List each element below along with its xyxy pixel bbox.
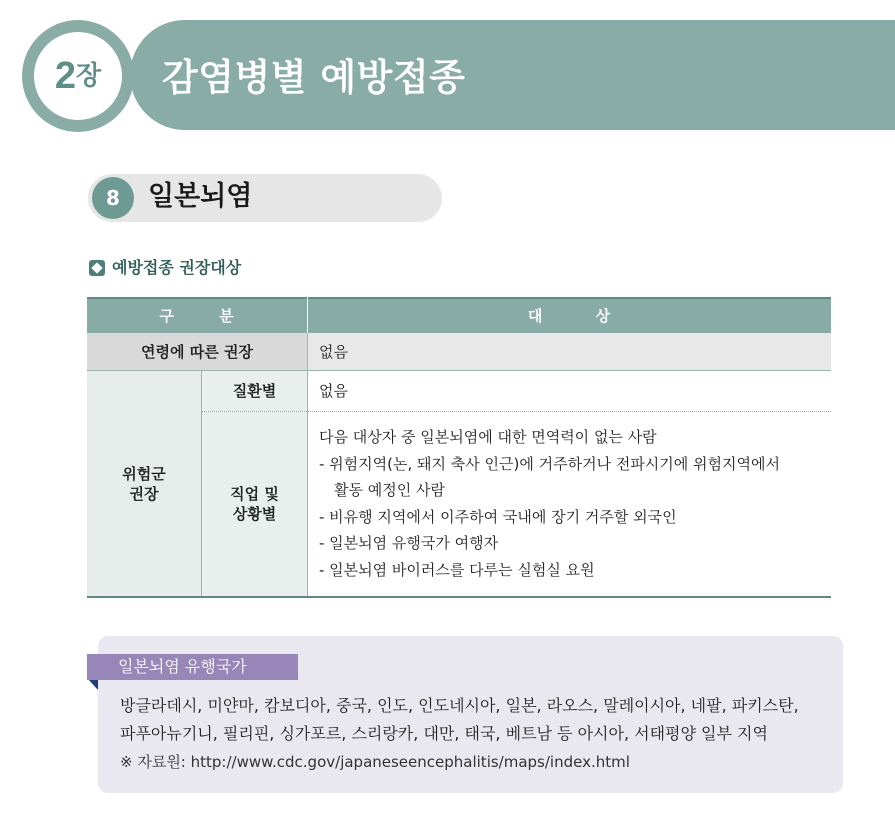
endemic-countries-text	[120, 692, 799, 776]
row-age-label: 연령에 따른 권장	[87, 333, 307, 370]
table-divider	[307, 333, 308, 596]
table-divider	[87, 370, 831, 371]
occupation-label-line2: 상황별	[232, 505, 277, 523]
occupation-line: 다음 대상자 중 일본뇌염에 대한 면역력이 없는 사람	[319, 428, 657, 446]
table-header-category-label: 구 분	[159, 307, 235, 325]
chapter-number-suffix: 장	[76, 61, 102, 91]
table-dotted-divider	[202, 411, 831, 412]
chapter-badge	[34, 32, 122, 120]
table-header-category	[87, 297, 307, 333]
occupation-line: - 비유행 지역에서 이주하여 국내에 장기 거주할 외국인	[319, 507, 677, 526]
recommendation-table	[87, 297, 831, 598]
endemic-countries-line: 파푸아뉴기니, 필리핀, 싱가포르, 스리랑카, 대만, 태국, 베트남 등 아시아, 서태평양 일부 지역	[120, 724, 768, 743]
diamond-bullet-icon	[89, 260, 105, 276]
occupation-line: - 일본뇌염 바이러스를 다루는 실험실 요원	[319, 560, 595, 579]
source-note: ※ 자료원: http://www.cdc.gov/japaneseencephalitis/maps/index.html	[120, 753, 630, 771]
row-disease-value: 없음	[308, 371, 831, 411]
row-risk-group-label	[87, 371, 201, 596]
section-title: 일본뇌염	[148, 181, 253, 212]
table-header-target-label: 대 상	[527, 307, 612, 325]
section-heading-pill	[88, 174, 442, 222]
occupation-line: 활동 예정인 사람	[334, 481, 445, 499]
endemic-countries-tag: 일본뇌염 유행국가	[87, 654, 298, 680]
chapter-number: 2	[54, 55, 76, 97]
chapter-title: 감염병별 예방접종	[162, 56, 466, 99]
risk-group-label-line1: 위험군	[122, 464, 166, 483]
occupation-line: - 위험지역(논, 돼지 축사 인근)에 거주하거나 전파시기에 위험지역에서	[319, 454, 780, 473]
subheading: 예방접종 권장대상	[112, 258, 242, 277]
table-divider	[201, 371, 202, 596]
occupation-label-line1: 직업 및	[230, 485, 279, 503]
table-header-target	[308, 297, 831, 333]
endemic-countries-line: 방글라데시, 미얀마, 캄보디아, 중국, 인도, 인도네시아, 일본, 라오스, 말레이시아, 네팔, 파키스탄,	[120, 696, 799, 715]
row-age-value: 없음	[308, 333, 831, 370]
risk-group-label-line2: 권장	[129, 484, 159, 503]
table-bottom-rule	[87, 596, 831, 598]
row-occupation-value	[308, 412, 831, 596]
occupation-line: - 일본뇌염 유행국가 여행자	[319, 534, 499, 552]
row-disease-label: 질환별	[202, 371, 307, 411]
section-number: 8	[92, 177, 134, 219]
row-occupation-label	[202, 412, 307, 596]
header-divider	[307, 297, 308, 333]
